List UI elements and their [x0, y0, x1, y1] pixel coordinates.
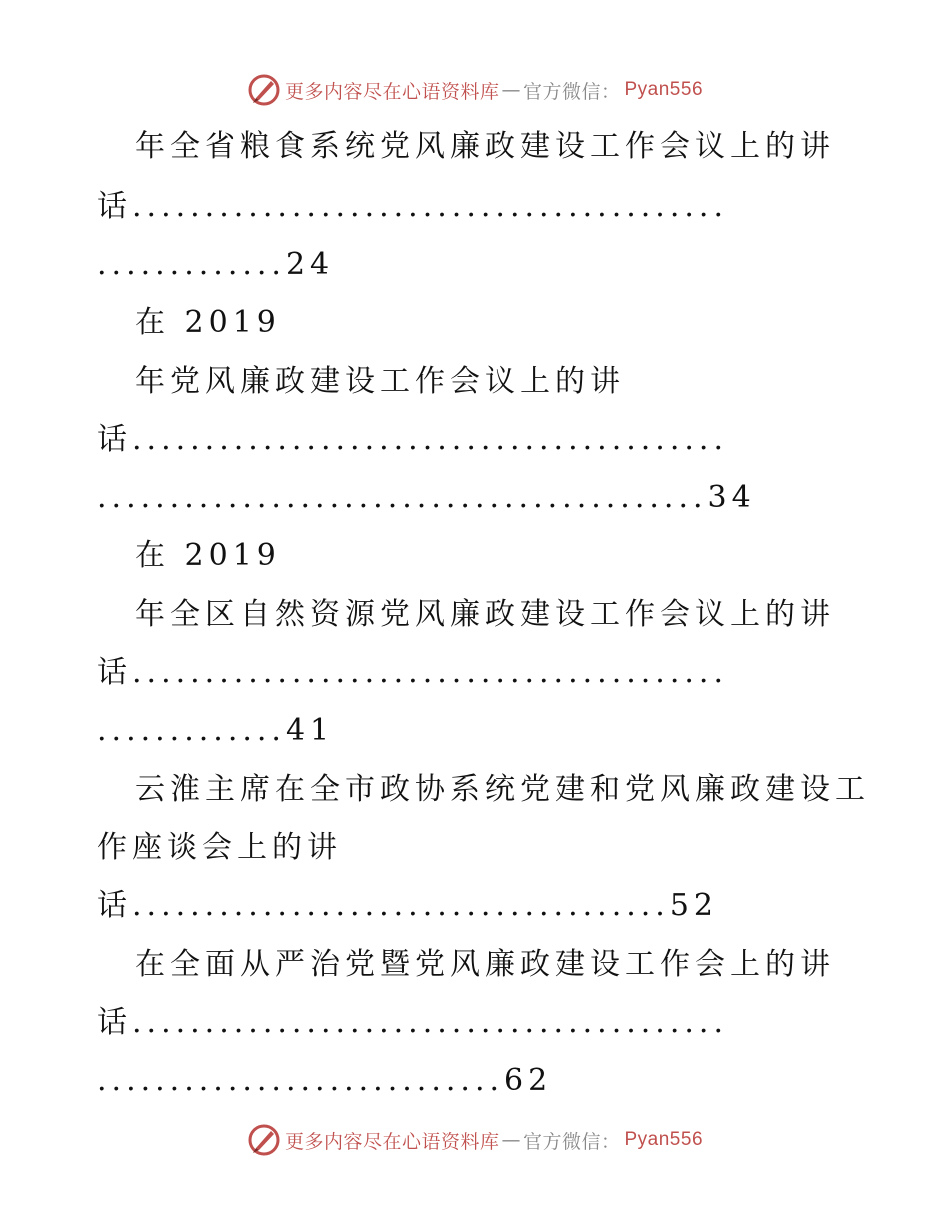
- quill-pen-logo-icon: [247, 1123, 281, 1157]
- toc-line: 年全区自然资源党风廉政建设工作会议上的讲: [135, 597, 835, 632]
- footer-watermark-banner: [0, 1120, 950, 1160]
- toc-line: .............24: [97, 247, 335, 282]
- toc-line: 年党风廉政建设工作会议上的讲: [135, 364, 625, 399]
- toc-line: 在 2019: [135, 538, 281, 573]
- toc-line: 话.........................................: [97, 655, 728, 690]
- toc-line: 在全面从严治党暨党风廉政建设工作会上的讲: [135, 947, 835, 982]
- banner-wechat-label: 官方微信：: [522, 80, 621, 103]
- toc-line: 在 2019: [135, 305, 281, 340]
- banner-account: Pyan556: [624, 79, 704, 100]
- quill-pen-logo-icon: [247, 73, 281, 107]
- banner-text: 更多内容尽在心语资料库: [284, 80, 500, 103]
- toc-line: ..........................................34: [97, 480, 756, 515]
- banner-account: Pyan556: [624, 1129, 704, 1150]
- toc-line: .............41: [97, 713, 335, 748]
- banner-separator: —: [501, 1129, 521, 1151]
- banner-separator: —: [501, 79, 521, 101]
- toc-line: 话.........................................: [97, 1005, 728, 1040]
- toc-line: 话.........................................: [97, 422, 728, 457]
- toc-line: ............................62: [97, 1063, 553, 1098]
- toc-line: 云淮主席在全市政协系统党建和党风廉政建设工: [135, 772, 870, 807]
- toc-line: 话.....................................52: [97, 888, 719, 923]
- toc-line: 年全省粮食系统党风廉政建设工作会议上的讲: [135, 129, 835, 164]
- toc-line: 话.........................................: [97, 189, 728, 224]
- banner-text: 更多内容尽在心语资料库: [284, 1130, 500, 1153]
- banner-wechat-label: 官方微信：: [522, 1130, 621, 1153]
- toc-line: 作座谈会上的讲: [97, 830, 342, 865]
- header-watermark-banner: [0, 70, 950, 110]
